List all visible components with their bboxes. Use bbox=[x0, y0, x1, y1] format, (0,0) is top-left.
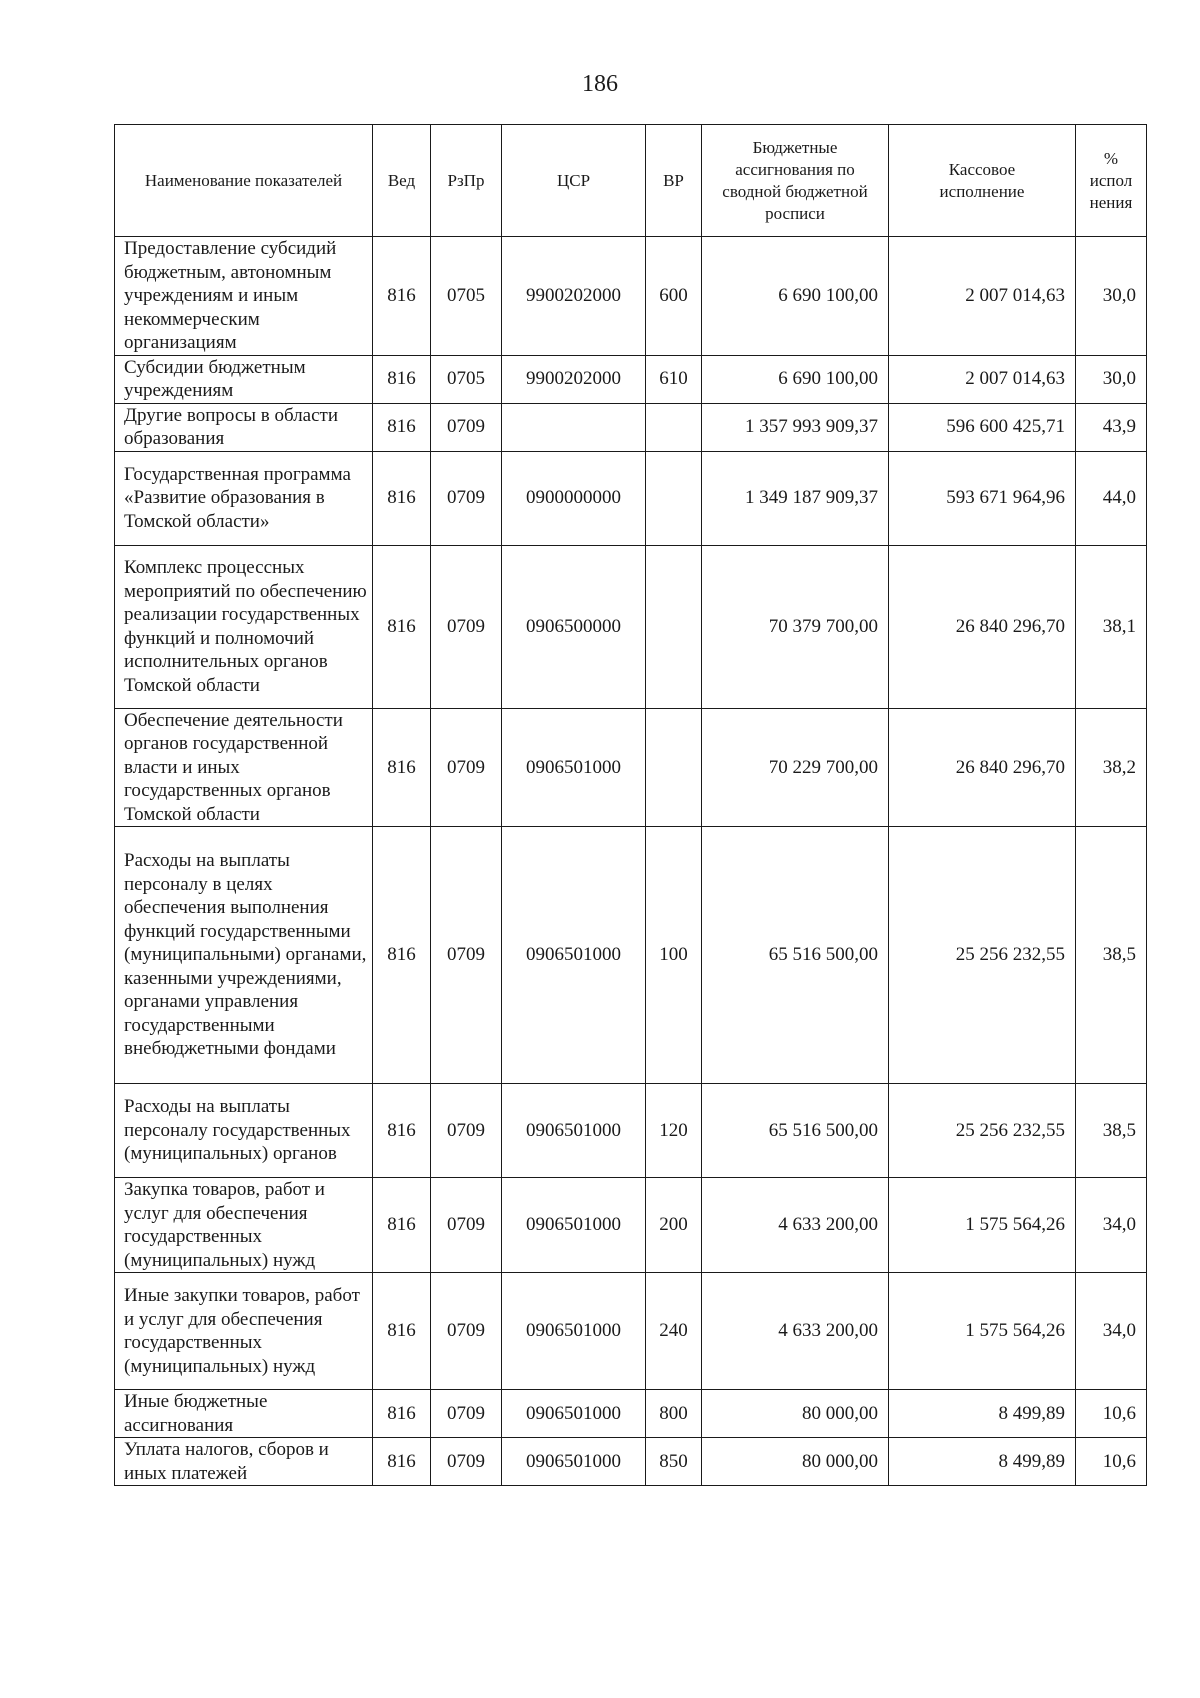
table-row bbox=[115, 1438, 1147, 1486]
row-name: Уплата налогов, сборов и иных платежей bbox=[115, 1438, 373, 1486]
row-csr: 0906501000 bbox=[502, 1273, 646, 1390]
table-row bbox=[115, 355, 1147, 403]
row-ved: 816 bbox=[373, 1438, 431, 1486]
row-fact: 8 499,89 bbox=[889, 1390, 1076, 1438]
row-pct: 38,1 bbox=[1076, 545, 1147, 708]
header-rzpr: РзПр bbox=[431, 125, 502, 237]
row-vr: 850 bbox=[646, 1438, 702, 1486]
budget-execution-table bbox=[114, 124, 1147, 1486]
row-rzpr: 0709 bbox=[431, 403, 502, 451]
row-rzpr: 0705 bbox=[431, 237, 502, 356]
row-pct: 10,6 bbox=[1076, 1438, 1147, 1486]
row-ved: 816 bbox=[373, 1273, 431, 1390]
row-rzpr: 0709 bbox=[431, 827, 502, 1084]
row-fact: 26 840 296,70 bbox=[889, 545, 1076, 708]
header-ved: Вед bbox=[373, 125, 431, 237]
row-ved: 816 bbox=[373, 237, 431, 356]
row-vr: 610 bbox=[646, 355, 702, 403]
row-name: Иные закупки товаров, работ и услуг для обеспечения государственных (муниципальных) нужд bbox=[115, 1273, 373, 1390]
table-row bbox=[115, 451, 1147, 545]
row-plan: 80 000,00 bbox=[702, 1438, 889, 1486]
row-name: Другие вопросы в области образования bbox=[115, 403, 373, 451]
row-rzpr: 0705 bbox=[431, 355, 502, 403]
row-name: Комплекс процессных мероприятий по обеспечению реализации государственных функций и полномочий исполнительных органов Томской области bbox=[115, 545, 373, 708]
header-csr: ЦСР bbox=[502, 125, 646, 237]
table-header-row bbox=[115, 125, 1147, 237]
row-csr: 0906501000 bbox=[502, 1178, 646, 1273]
row-vr bbox=[646, 708, 702, 827]
row-ved: 816 bbox=[373, 1084, 431, 1178]
row-plan: 6 690 100,00 bbox=[702, 355, 889, 403]
row-plan: 1 357 993 909,37 bbox=[702, 403, 889, 451]
row-ved: 816 bbox=[373, 708, 431, 827]
row-csr: 0906501000 bbox=[502, 1390, 646, 1438]
row-vr: 100 bbox=[646, 827, 702, 1084]
row-name: Расходы на выплаты персоналу в целях обеспечения выполнения функций государственными (муниципальными) органами, казенными учреждениями, органами управления государственными внебюджетными фондами bbox=[115, 827, 373, 1084]
row-plan: 70 229 700,00 bbox=[702, 708, 889, 827]
page-number: 186 bbox=[582, 71, 618, 97]
row-plan: 80 000,00 bbox=[702, 1390, 889, 1438]
row-pct: 38,5 bbox=[1076, 827, 1147, 1084]
row-name: Иные бюджетные ассигнования bbox=[115, 1390, 373, 1438]
row-pct: 44,0 bbox=[1076, 451, 1147, 545]
row-fact: 596 600 425,71 bbox=[889, 403, 1076, 451]
row-pct: 38,5 bbox=[1076, 1084, 1147, 1178]
row-name: Закупка товаров, работ и услуг для обеспечения государственных (муниципальных) нужд bbox=[115, 1178, 373, 1273]
row-vr bbox=[646, 403, 702, 451]
row-pct: 34,0 bbox=[1076, 1273, 1147, 1390]
row-ved: 816 bbox=[373, 451, 431, 545]
row-vr bbox=[646, 451, 702, 545]
header-vr: ВР bbox=[646, 125, 702, 237]
row-pct: 10,6 bbox=[1076, 1390, 1147, 1438]
row-csr: 0906501000 bbox=[502, 1084, 646, 1178]
row-fact: 26 840 296,70 bbox=[889, 708, 1076, 827]
row-rzpr: 0709 bbox=[431, 1084, 502, 1178]
row-rzpr: 0709 bbox=[431, 1178, 502, 1273]
row-vr: 200 bbox=[646, 1178, 702, 1273]
row-vr: 240 bbox=[646, 1273, 702, 1390]
row-name: Предоставление субсидий бюджетным, автономным учреждениям и иным некоммерческим организациям bbox=[115, 237, 373, 356]
row-ved: 816 bbox=[373, 1178, 431, 1273]
table-row bbox=[115, 237, 1147, 356]
row-pct: 30,0 bbox=[1076, 355, 1147, 403]
row-plan: 1 349 187 909,37 bbox=[702, 451, 889, 545]
row-ved: 816 bbox=[373, 545, 431, 708]
row-csr: 0906501000 bbox=[502, 708, 646, 827]
row-fact: 593 671 964,96 bbox=[889, 451, 1076, 545]
row-fact: 25 256 232,55 bbox=[889, 1084, 1076, 1178]
row-plan: 65 516 500,00 bbox=[702, 1084, 889, 1178]
row-name: Расходы на выплаты персоналу государственных (муниципальных) органов bbox=[115, 1084, 373, 1178]
row-pct: 38,2 bbox=[1076, 708, 1147, 827]
table-row bbox=[115, 708, 1147, 827]
row-plan: 6 690 100,00 bbox=[702, 237, 889, 356]
header-fact: Кассовое исполнение bbox=[889, 125, 1076, 237]
row-rzpr: 0709 bbox=[431, 545, 502, 708]
row-name: Обеспечение деятельности органов государственной власти и иных государственных органов Томской области bbox=[115, 708, 373, 827]
row-pct: 34,0 bbox=[1076, 1178, 1147, 1273]
row-name: Государственная программа «Развитие образования в Томской области» bbox=[115, 451, 373, 545]
row-plan: 4 633 200,00 bbox=[702, 1273, 889, 1390]
row-csr: 9900202000 bbox=[502, 237, 646, 356]
table-row bbox=[115, 1390, 1147, 1438]
table-row bbox=[115, 827, 1147, 1084]
table-row bbox=[115, 1178, 1147, 1273]
row-fact: 25 256 232,55 bbox=[889, 827, 1076, 1084]
row-plan: 70 379 700,00 bbox=[702, 545, 889, 708]
row-plan: 4 633 200,00 bbox=[702, 1178, 889, 1273]
row-pct: 30,0 bbox=[1076, 237, 1147, 356]
header-plan: Бюджетные ассигнования по сводной бюджетной росписи bbox=[702, 125, 889, 237]
row-rzpr: 0709 bbox=[431, 1390, 502, 1438]
row-csr: 0900000000 bbox=[502, 451, 646, 545]
row-fact: 8 499,89 bbox=[889, 1438, 1076, 1486]
row-csr: 9900202000 bbox=[502, 355, 646, 403]
table-row bbox=[115, 1084, 1147, 1178]
row-rzpr: 0709 bbox=[431, 451, 502, 545]
row-ved: 816 bbox=[373, 355, 431, 403]
row-fact: 1 575 564,26 bbox=[889, 1178, 1076, 1273]
row-name: Субсидии бюджетным учреждениям bbox=[115, 355, 373, 403]
header-name: Наименование показателей bbox=[115, 125, 373, 237]
row-ved: 816 bbox=[373, 403, 431, 451]
row-fact: 2 007 014,63 bbox=[889, 355, 1076, 403]
row-csr: 0906500000 bbox=[502, 545, 646, 708]
row-fact: 1 575 564,26 bbox=[889, 1273, 1076, 1390]
row-ved: 816 bbox=[373, 827, 431, 1084]
row-vr: 800 bbox=[646, 1390, 702, 1438]
row-rzpr: 0709 bbox=[431, 1273, 502, 1390]
row-vr bbox=[646, 545, 702, 708]
row-vr: 120 bbox=[646, 1084, 702, 1178]
row-rzpr: 0709 bbox=[431, 708, 502, 827]
row-csr bbox=[502, 403, 646, 451]
header-pct: % испол нения bbox=[1076, 125, 1147, 237]
row-rzpr: 0709 bbox=[431, 1438, 502, 1486]
row-pct: 43,9 bbox=[1076, 403, 1147, 451]
row-csr: 0906501000 bbox=[502, 827, 646, 1084]
row-plan: 65 516 500,00 bbox=[702, 827, 889, 1084]
table-row bbox=[115, 1273, 1147, 1390]
row-ved: 816 bbox=[373, 1390, 431, 1438]
row-csr: 0906501000 bbox=[502, 1438, 646, 1486]
row-vr: 600 bbox=[646, 237, 702, 356]
row-fact: 2 007 014,63 bbox=[889, 237, 1076, 356]
table-row bbox=[115, 545, 1147, 708]
table-row bbox=[115, 403, 1147, 451]
